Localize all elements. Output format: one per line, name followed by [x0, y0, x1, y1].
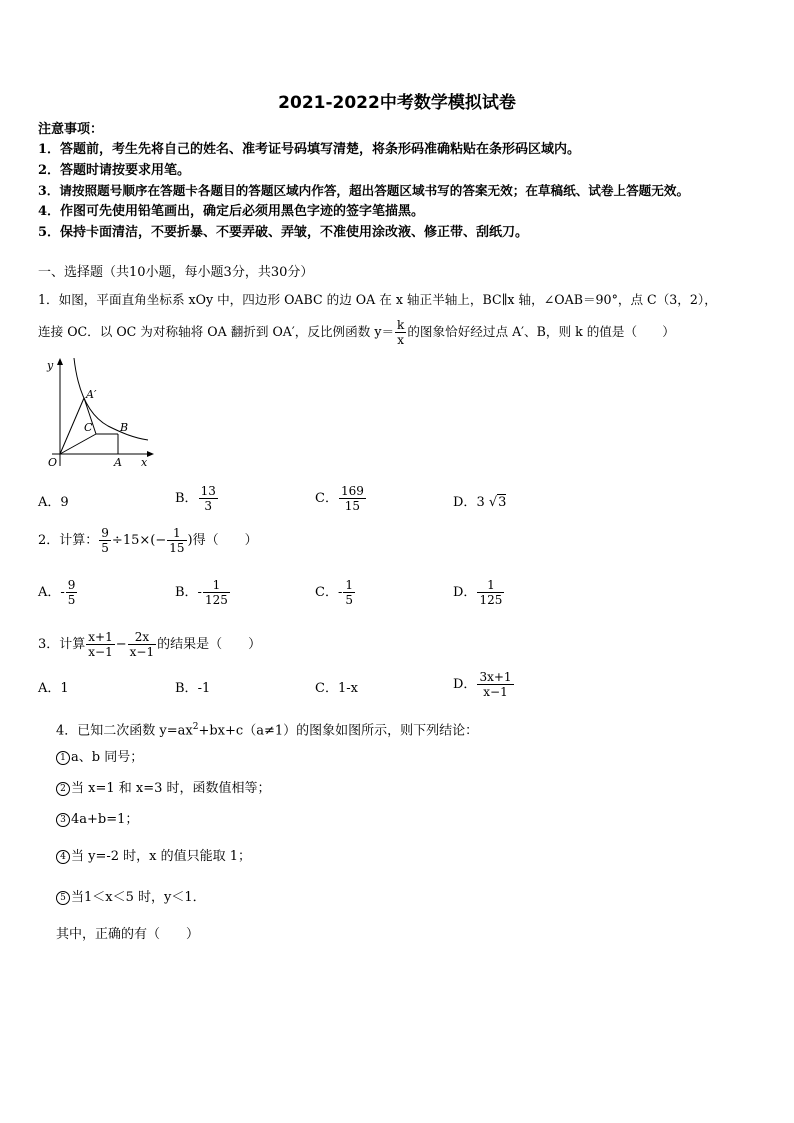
circled-number-icon: 1 [56, 751, 70, 765]
q4-statement-5: 5 当1＜x＜5 时，y＜1． [56, 889, 206, 907]
q2-stem: 2．计算： $\frac{9}{5}$ ÷15×(− $\frac{1}{15}$ )得（ ） [38, 526, 258, 555]
label-O: O [48, 456, 58, 469]
label-B: B [120, 421, 129, 434]
q4-statement-2: 2 当 x=1 和 x=3 时，函数值相等； [56, 780, 271, 798]
q2-option-a[interactable]: A．- $\frac{9}{5}$ [38, 578, 76, 607]
q3-option-d[interactable]: D． $\frac{3x+1}{x-1}$ [453, 670, 512, 699]
q3-option-b[interactable]: B．-1 [175, 681, 211, 696]
q1-figure [38, 354, 158, 474]
q2-option-c[interactable]: C．- $\frac{1}{5}$ [315, 578, 353, 607]
q3-option-c[interactable]: C．1-x [315, 681, 358, 696]
k-over-x-fraction: $\frac{k}{x}$ [397, 318, 405, 347]
notice-item: 2．答题时请按要求用笔。 [38, 163, 191, 178]
q4-stem: 4．已知二次函数 $y=ax^2+bx+c(a\ne 1)$的图象如图所示，则下列结论： [56, 722, 479, 739]
q1-line1: 1．如图，平面直角坐标系 xOy 中，四边形 OABC 的边 OA 在 x 轴正半轴上，BC∥x 轴，∠OAB＝90°，点 C（3，2）， [38, 292, 717, 307]
q1-option-d[interactable]: D．3 √3 [453, 495, 507, 510]
segment-OC [60, 434, 96, 454]
notice-item: 4．作图可先使用铅笔画出，确定后必须用黑色字迹的签字笔描黑。 [38, 204, 425, 219]
section-heading: 一、选择题（共10小题，每小题3分，共30分） [38, 265, 314, 280]
q1-option-a[interactable]: A．9 [38, 495, 69, 510]
q2-option-b[interactable]: B．- $\frac{1}{125}$ [175, 578, 228, 607]
label-x: x [141, 456, 148, 469]
label-A-prime: A′ [86, 388, 97, 401]
label-y: y [47, 359, 54, 372]
notice-item: 3．请按照题号顺序在答题卡各题目的答题区域内作答，超出答题区域书写的答案无效；在草稿纸、试卷上答题无效。 [38, 183, 690, 198]
circled-number-icon: 4 [56, 850, 70, 864]
notice-item: 5．保持卡面清洁，不要折暴、不要弄破、弄皱，不准使用涂改液、修正带、刮纸刀。 [38, 225, 529, 240]
q1-option-c[interactable]: C． $\frac{169}{15}$ [315, 484, 364, 513]
notice-item: 1．答题前，考生先将自己的姓名、准考证号码填写清楚，将条形码准确粘贴在条形码区域内。 [38, 142, 581, 157]
x-axis-arrow-icon [147, 451, 154, 457]
q4-statement-1: 1 a、b 同号； [56, 749, 143, 767]
q3-option-a[interactable]: A．1 [38, 681, 69, 696]
circled-number-icon: 3 [56, 813, 70, 827]
segment-OA-prime [60, 398, 84, 454]
q4-statement-4: 4 当 y=-2 时，x 的值只能取 1； [56, 848, 251, 866]
q1-option-b[interactable]: B． $\frac{13}{3}$ [175, 484, 216, 513]
label-A: A [114, 456, 122, 469]
q4-statement-3: 3 4a+b=1； [56, 811, 138, 829]
q2-option-d[interactable]: D． $\frac{1}{125}$ [453, 578, 503, 607]
q4-question: 其中，正确的有（ ） [56, 927, 200, 942]
q1-line2: 连接 OC．以 OC 为对称轴将 OA 翻折到 OA′，反比例函数 y＝ $\frac{k}{x}$ 的图象恰好经过点 A′、B，则 k 的值是（ ） [38, 318, 675, 347]
y-axis-arrow-icon [57, 358, 63, 365]
label-C: C [84, 421, 93, 434]
circled-number-icon: 5 [56, 891, 70, 905]
circled-number-icon: 2 [56, 782, 70, 796]
notice-heading: 注意事项： [38, 122, 104, 137]
page-title: 2021-2022中考数学模拟试卷 [278, 93, 516, 113]
q3-stem: 3．计算 $\frac{x+1}{x-1}$ − $\frac{2x}{x-1}$ 的结果是（ ） [38, 630, 262, 659]
